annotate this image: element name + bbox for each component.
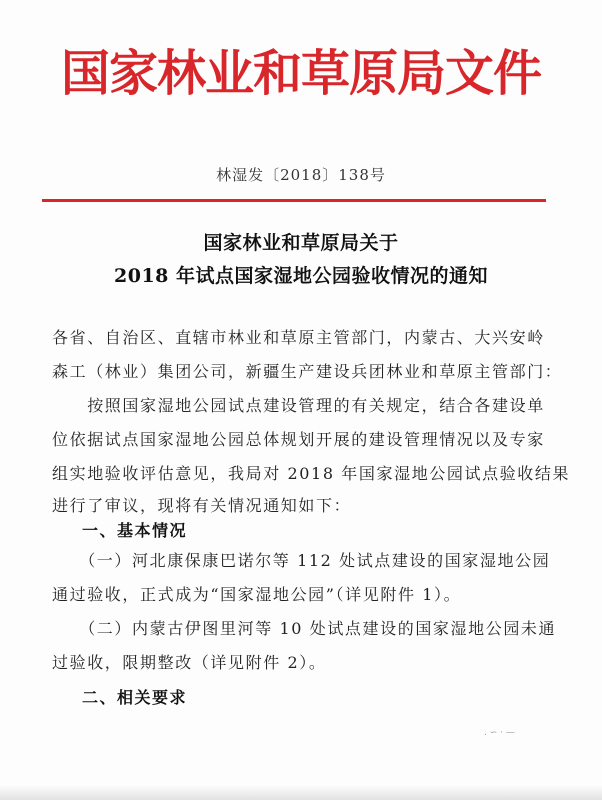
body-line: 按照国家湿地公园试点建设管理的有关规定，结合各建设单 <box>52 396 545 415</box>
section-heading-basic: 一、基本情况 <box>82 521 188 540</box>
section1-line: （二）内蒙古伊图里河等 10 处试点建设的国家湿地公园未通 <box>52 619 557 638</box>
section1-line: 通过验收，正式成为“国家湿地公园”（详见附件 1）。 <box>52 585 462 604</box>
section-heading-requirements: 二、相关要求 <box>82 688 188 707</box>
notice-title-line-1: 国家林业和草原局关于 <box>203 232 399 254</box>
page-edge-shadow <box>0 785 602 800</box>
document-number: 林湿发〔2018〕138号 <box>216 166 386 184</box>
body-line: 组实地验收评估意见，我局对 2018 年国家湿地公园试点验收结果 <box>52 464 571 483</box>
body-line: 各省、自治区、直辖市林业和草原主管部门，内蒙古、大兴安岭 <box>52 328 545 347</box>
body-line: 位依据试点国家湿地公园总体规划开展的建设管理情况以及专家 <box>52 430 545 449</box>
masthead-title: 国家林业和草原局文件 <box>60 45 541 102</box>
body-line: 森工（林业）集团公司，新疆生产建设兵团林业和草原主管部门： <box>52 362 563 381</box>
section1-line: 过验收，限期整改（详见附件 2）。 <box>52 653 327 672</box>
body-line: 进行了审议，现将有关情况通知如下： <box>52 496 352 515</box>
watermark: . ∽ · — <box>484 728 515 738</box>
notice-title-line-2: 2018 年试点国家湿地公园验收情况的通知 <box>114 265 488 287</box>
red-divider <box>42 199 546 202</box>
section1-line: （一）河北康保康巴诺尔等 112 处试点建设的国家湿地公园 <box>52 551 551 570</box>
